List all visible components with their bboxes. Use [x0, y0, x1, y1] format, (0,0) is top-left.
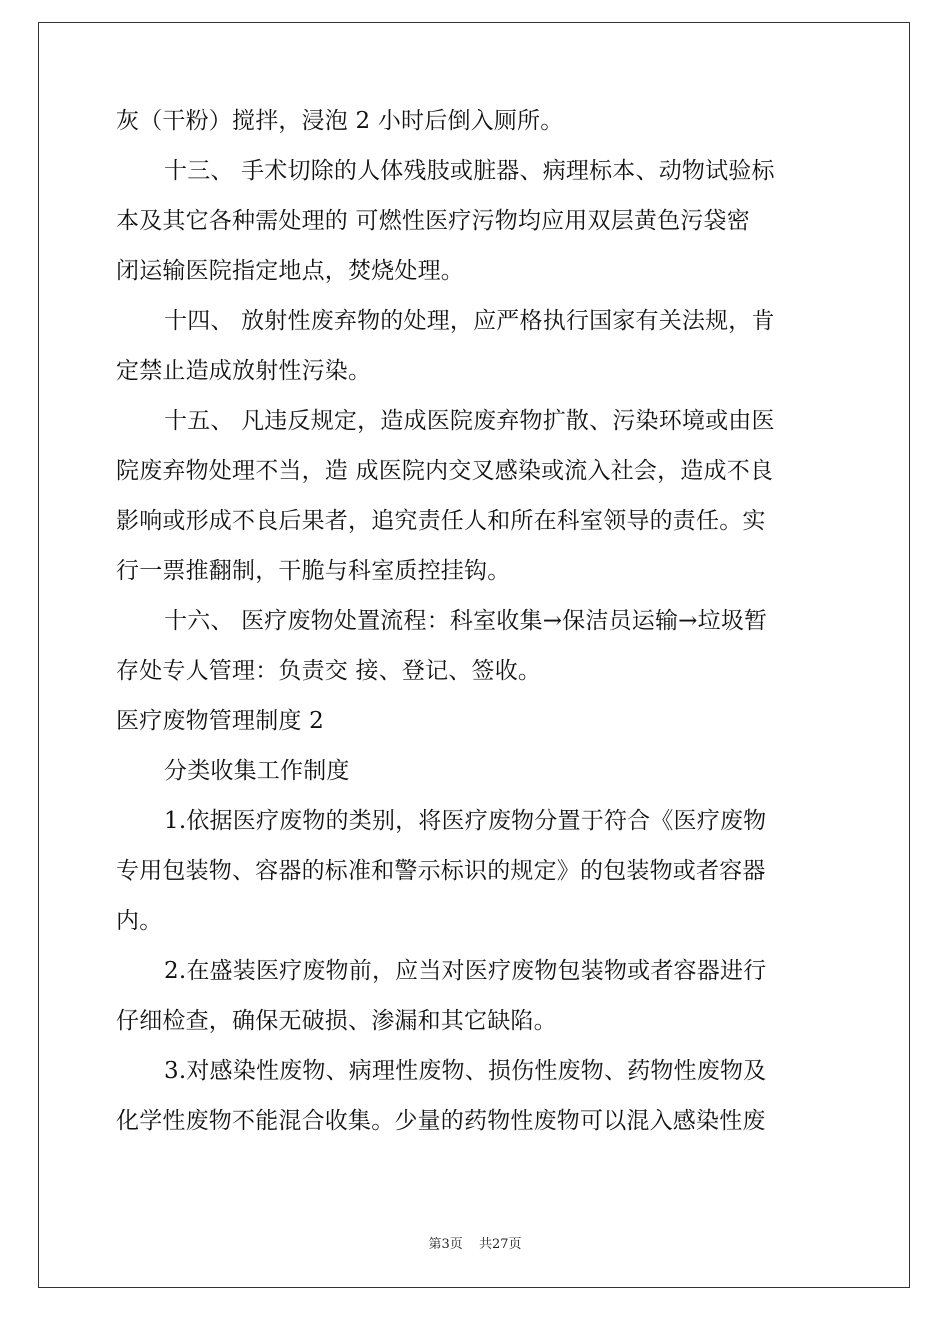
text-line: 医疗废物管理制度 2 [116, 708, 324, 734]
page-number: 第3页 [428, 1237, 463, 1252]
text-line: 1.依据医疗废物的类别，将医疗废物分置于符合《医疗废物 [164, 808, 767, 834]
text-line: 影响或形成不良后果者，追究责任人和所在科室领导的责任。实 [116, 508, 766, 534]
text-line: 3.对感染性废物、病理性废物、损伤性废物、药物性废物及 [164, 1058, 767, 1084]
text-line: 2.在盛装医疗废物前，应当对医疗废物包装物或者容器进行 [164, 958, 767, 984]
text-line: 闭运输医院指定地点，焚烧处理。 [116, 258, 464, 284]
text-line: 定禁止造成放射性污染。 [116, 358, 372, 384]
text-line: 化学性废物不能混合收集。少量的药物性废物可以混入感染性废 [116, 1108, 766, 1134]
text-line: 十五、 凡违反规定，造成医院废弃物扩散、污染环境或由医 [164, 408, 775, 434]
text-line: 仔细检查，确保无破损、渗漏和其它缺陷。 [116, 1008, 557, 1034]
text-line: 行一票推翻制，干脆与科室质控挂钩。 [116, 558, 511, 584]
text-line: 十四、 放射性废弃物的处理，应严格执行国家有关法规，肯 [164, 308, 775, 334]
text-line: 分类收集工作制度 [164, 758, 350, 784]
document-body [116, 96, 842, 1146]
text-line: 专用包装物、容器的标准和警示标识的规定》的包装物或者容器 [116, 858, 766, 884]
text-line: 内。 [116, 908, 163, 934]
page-footer [0, 1233, 950, 1252]
text-line: 十六、 医疗废物处置流程：科室收集→保洁员运输→垃圾暂 [164, 608, 768, 634]
text-line: 本及其它各种需处理的 可燃性医疗污物均应用双层黄色污袋密 [116, 208, 750, 234]
text-line: 灰（干粉）搅拌，浸泡 2 小时后倒入厕所。 [116, 108, 564, 134]
text-line: 院废弃物处理不当，造 成医院内交叉感染或流入社会，造成不良 [116, 458, 774, 484]
text-line: 存处专人管理：负责交 接、登记、签收。 [116, 658, 542, 684]
text-line: 十三、 手术切除的人体残肢或脏器、病理标本、动物试验标 [164, 158, 775, 184]
page-total: 共27页 [478, 1237, 522, 1252]
